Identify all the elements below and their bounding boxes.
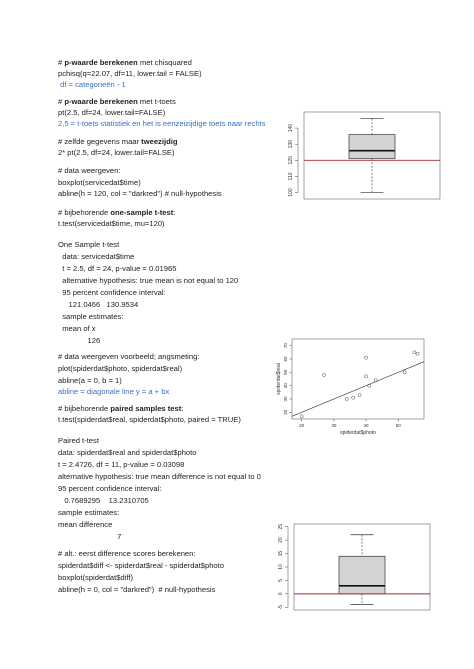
plot-frame bbox=[292, 339, 424, 419]
comment-line: # p-waarde berekenen met t-toets bbox=[58, 97, 176, 106]
code-line: pchisq(q=22.07, df=11, lower.tail = FALSE) bbox=[58, 69, 202, 78]
y-tick-label: 20 bbox=[283, 409, 288, 415]
code-line: pt(2.5, df=24, lower.tail=FALSE) bbox=[58, 108, 166, 117]
data-point bbox=[345, 397, 348, 400]
data-point bbox=[403, 371, 406, 374]
x-tick-label: 40 bbox=[363, 423, 369, 428]
y-tick-label: 130 bbox=[288, 140, 294, 149]
data-point bbox=[364, 356, 367, 359]
y-tick-label: 100 bbox=[288, 188, 294, 197]
data-point bbox=[358, 393, 361, 396]
y-axis-label: spiderdat$real bbox=[276, 363, 282, 395]
scatterplot-spider-figure bbox=[266, 335, 428, 440]
output-line: 95 percent confidence interval: bbox=[58, 484, 162, 493]
y-tick-label: 70 bbox=[283, 343, 288, 349]
data-point bbox=[352, 396, 355, 399]
code-line: spiderdat$diff <- spiderdat$real - spiderdat$photo bbox=[58, 561, 224, 570]
code-line: t.test(spiderdat$real, spiderdat$photo, paired = TRUE) bbox=[58, 415, 241, 424]
output-line: t = 2.5, df = 24, p-value = 0.01965 bbox=[58, 264, 177, 273]
output-line: 121.0466 130.9534 bbox=[58, 300, 139, 309]
output-line: sample estimates: bbox=[58, 508, 120, 517]
comment-line: # alt.: eerst difference scores berekenen: bbox=[58, 549, 196, 558]
y-tick-label: 20 bbox=[278, 537, 284, 543]
y-tick-label: 140 bbox=[288, 123, 294, 133]
y-tick-label: 25 bbox=[278, 523, 284, 530]
output-line: data: spiderdat$real and spiderdat$photo bbox=[58, 448, 197, 457]
code-line: abline(a = 0, b = 1) bbox=[58, 376, 122, 385]
output-line: 126 bbox=[58, 336, 101, 345]
x-tick-label: 50 bbox=[395, 423, 401, 428]
code-line: abline(h = 120, col = "darkred") # null-hypothesis bbox=[58, 189, 222, 198]
code-line: abline(h = 0, col = "darkred") # null-hypothesis bbox=[58, 585, 216, 594]
comment-line: # zelfde gegevens maar tweezijdig bbox=[58, 137, 178, 146]
output-line: alternative hypothesis: true mean difference is not equal to 0 bbox=[58, 472, 261, 481]
code-line: boxplot(spiderdat$diff) bbox=[58, 573, 133, 582]
y-tick-label: 15 bbox=[278, 550, 284, 557]
comment-line: # data weergeven voorbeeld; angsmeting: bbox=[58, 352, 200, 361]
comment-line: # bijbehorende one-sample t-test: bbox=[58, 208, 176, 217]
output-line: sample estimates: bbox=[58, 312, 124, 321]
output-line: Paired t-test bbox=[58, 436, 99, 445]
y-tick-label: 120 bbox=[288, 156, 294, 165]
data-point bbox=[300, 415, 303, 418]
x-tick-label: 30 bbox=[331, 423, 337, 428]
data-point bbox=[364, 375, 367, 378]
output-line: 95 percent confidence interval: bbox=[58, 288, 166, 297]
y-tick-label: 50 bbox=[283, 369, 288, 375]
comment-line: # data weergeven: bbox=[58, 166, 121, 175]
output-line: t = 2.4726, df = 11, p-value = 0.03098 bbox=[58, 460, 185, 469]
y-tick-label: 5 bbox=[278, 579, 284, 582]
box bbox=[339, 556, 385, 594]
code-line: t.test(servicedat$time, mu=120) bbox=[58, 219, 165, 228]
output-line: alternative hypothesis: true mean is not equal to 120 bbox=[58, 276, 239, 285]
y-tick-label: 110 bbox=[288, 172, 294, 181]
diagonal-abline bbox=[292, 362, 424, 417]
output-line: 0.7689295 13.2310705 bbox=[58, 496, 149, 505]
data-point bbox=[323, 373, 326, 376]
output-line: mean difference bbox=[58, 520, 113, 529]
box bbox=[349, 135, 395, 159]
output-line: 7 bbox=[58, 532, 122, 541]
data-point bbox=[413, 351, 416, 354]
data-point bbox=[416, 352, 419, 355]
x-axis-label: spiderdat$photo bbox=[340, 430, 376, 436]
output-line: mean of x bbox=[58, 324, 96, 333]
y-tick-label: -5 bbox=[278, 605, 284, 610]
comment-line: # bijbehorende paired samples test: bbox=[58, 404, 184, 413]
y-tick-label: 40 bbox=[283, 383, 288, 389]
y-tick-label: 60 bbox=[283, 356, 288, 362]
note-line: df = categorieën - 1 bbox=[58, 80, 126, 89]
boxplot-time-figure bbox=[282, 108, 442, 203]
code-line: boxplot(servicedat$time) bbox=[58, 178, 141, 187]
code-line: 2* pt(2.5, df=24, lower.tail=FALSE) bbox=[58, 148, 175, 157]
note-line: 2,5 = t-toets statistiek en het is eenzeizijdige toets naar rechts bbox=[58, 119, 266, 128]
output-line: One Sample t-test bbox=[58, 240, 120, 249]
comment-line: # p-waarde berekenen met chisquared bbox=[58, 58, 192, 67]
boxplot-diff-figure bbox=[272, 518, 432, 618]
y-tick-label: 30 bbox=[283, 396, 288, 402]
x-tick-label: 20 bbox=[299, 423, 305, 428]
output-line: data: servicedat$time bbox=[58, 252, 135, 261]
y-tick-label: 0 bbox=[278, 592, 284, 596]
code-line: plot(spiderdat$photo, spiderdat$real) bbox=[58, 364, 183, 373]
y-tick-label: 10 bbox=[278, 564, 284, 570]
note-line: abline = diagonale line y = a + bx bbox=[58, 387, 170, 396]
